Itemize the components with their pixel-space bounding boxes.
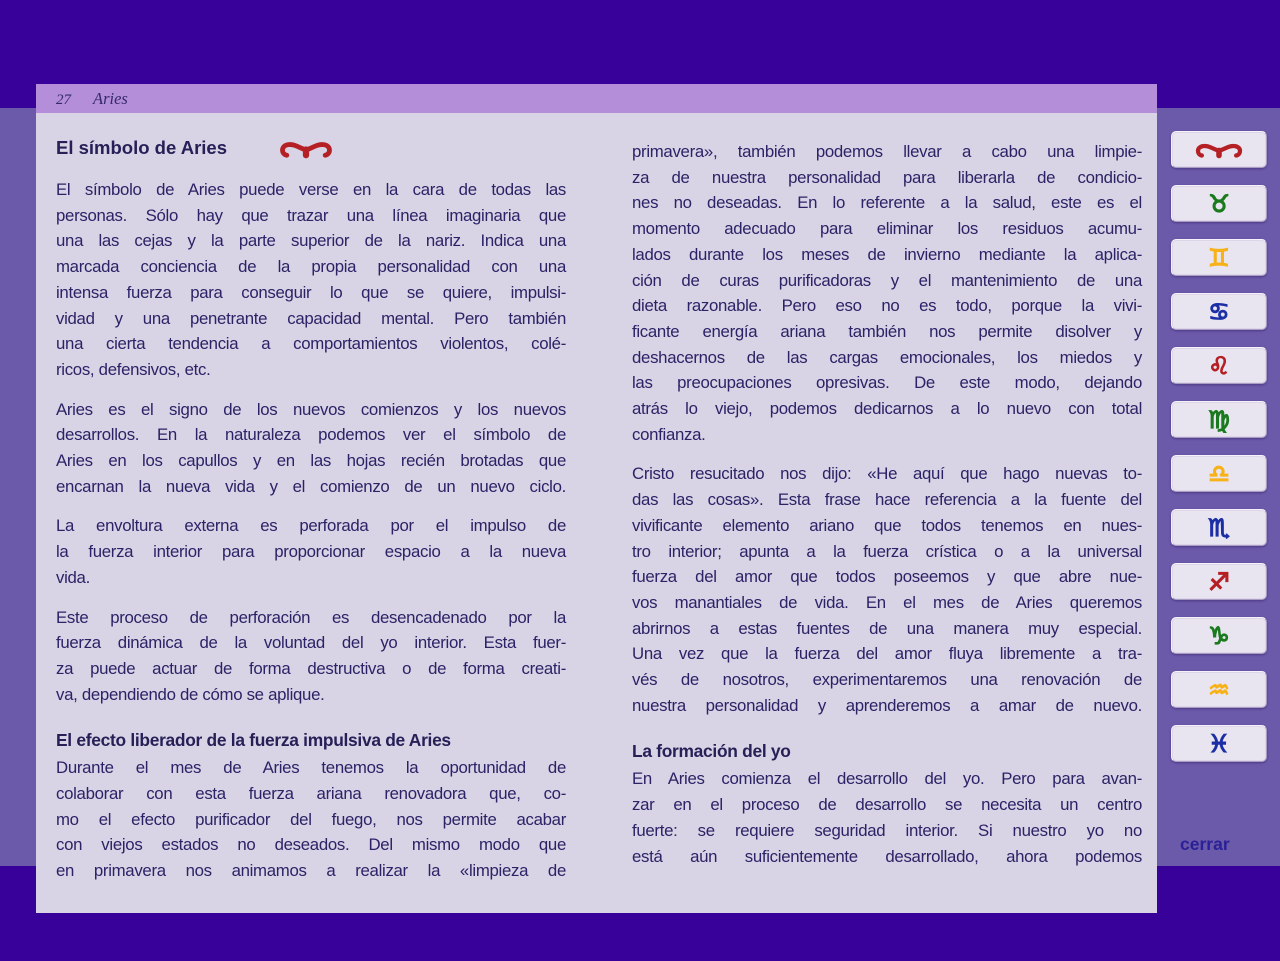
text-line: marcada conciencia de la propia personalidad con una: [56, 257, 566, 277]
page-title: Aries: [93, 89, 128, 108]
text-line: Una vez que la fuerza del amor fluya libremente a tra-: [632, 644, 1142, 664]
text-line: confianza.: [632, 424, 706, 444]
text-line: ción de curas purificadoras y el mantenimiento de una: [632, 270, 1142, 290]
text-line: abrirnos a estas fuentes de una manera muy especial.: [632, 618, 1142, 638]
text-line: vidad y una penetrante capacidad mental. Pero también: [56, 308, 566, 328]
sidebar-sign-virgo-button[interactable]: [1171, 401, 1267, 438]
paragraph: [632, 461, 1142, 718]
text-line: zar en el proceso de desarrollo se necesita un centro: [632, 795, 1142, 815]
acuario-icon: ♒︎: [1208, 675, 1230, 704]
sub-heading: El efecto liberador de la fuerza impulsiva de Aries: [56, 730, 451, 751]
libra-icon: ♎︎: [1208, 459, 1230, 488]
text-line: fuerza del amor que todos poseemos y que abre nue-: [632, 567, 1142, 587]
geminis-icon: ♊︎: [1208, 243, 1230, 272]
text-line: intensa fuerza para conseguir lo que se quiere, impulsi-: [56, 282, 566, 302]
text-line: fuerte: se requiere seguridad interior. Si nuestro yo no: [632, 820, 1142, 840]
aries-horns-icon: [279, 137, 333, 160]
text-line: za de nuestra personalidad para liberarla de condicio-: [632, 167, 1142, 187]
text-line: Aries es el signo de los nuevos comienzos y los nuevos: [56, 399, 566, 419]
text-line: con viejos estados no deseados. Del mismo modo que: [56, 835, 566, 855]
tauro-icon: ♉︎: [1208, 189, 1230, 218]
text-line: va, dependiendo de cómo se aplique.: [56, 684, 325, 704]
right-column: [632, 135, 1142, 898]
text-line: personas. Sólo hay que trazar una línea imaginaria que: [56, 205, 566, 225]
text-line: está aún suficientemente desarrollado, ahora podemos: [632, 846, 1142, 866]
text-line: Aries en los capullos y en las hojas recién brotadas que: [56, 451, 566, 471]
text-line: atrás lo viejo, podemos dedicarnos a lo nuevo con total: [632, 399, 1142, 419]
page-number: 27: [56, 92, 71, 108]
text-line: una cierta tendencia a comportamientos violentos, colé-: [56, 334, 566, 354]
sidebar-sign-acuario-button[interactable]: [1171, 671, 1267, 708]
text-line: nes no deseadas. En lo referente a la salud, este es el: [632, 193, 1142, 213]
left-column: [56, 135, 566, 898]
zodiac-sidebar: [1171, 131, 1267, 762]
sidebar-sign-cancer-button[interactable]: [1171, 293, 1267, 330]
article-content: [36, 113, 1157, 898]
sidebar-sign-libra-button[interactable]: [1171, 455, 1267, 492]
paragraph: [632, 139, 1142, 447]
sidebar-sign-piscis-button[interactable]: [1171, 725, 1267, 762]
text-line: ficante energía ariana también nos permite disolver y: [632, 321, 1142, 341]
paragraph: [56, 397, 566, 500]
sidebar-sign-aries-button[interactable]: [1171, 131, 1267, 168]
text-line: das las cosas». Esta frase hace referencia a la fuente del: [632, 490, 1142, 510]
paragraph: [56, 513, 566, 590]
book-page: [36, 84, 1157, 913]
cancer-icon: ♋︎: [1208, 297, 1230, 326]
left-column-text: [56, 177, 566, 884]
text-line: Cristo resucitado nos dijo: «He aquí que hago nuevas to-: [632, 464, 1142, 484]
section-title-row: [56, 135, 566, 161]
text-line: El símbolo de Aries puede verse en la cara de todas las: [56, 180, 566, 199]
text-line: las preocupaciones opresivas. De este modo, dejando: [632, 373, 1142, 393]
text-line: vos manantiales de vida. En el mes de Aries queremos: [632, 592, 1142, 612]
leo-icon: ♌︎: [1208, 351, 1230, 380]
sidebar-sign-sagitario-button[interactable]: [1171, 563, 1267, 600]
virgo-icon: ♍︎: [1208, 405, 1230, 434]
text-line: momento adecuado para eliminar los residuos acumu-: [632, 219, 1142, 239]
text-line: La envoltura externa es perforada por el impulso de: [56, 516, 566, 536]
aries-icon: [1195, 139, 1243, 160]
right-column-text: [632, 135, 1142, 869]
text-line: nuestra personalidad y aprenderemos a amar de nuevo.: [632, 695, 1142, 715]
text-line: En Aries comienza el desarrollo del yo. Pero para avan-: [632, 769, 1142, 789]
paragraph: [56, 605, 566, 708]
text-line: mo el efecto purificador del fuego, nos permite acabar: [56, 809, 566, 829]
text-line: vida.: [56, 567, 90, 587]
text-line: za puede actuar de forma destructiva o de forma creati-: [56, 658, 566, 678]
sagitario-icon: ♐︎: [1208, 567, 1230, 596]
text-line: una las cejas y la parte superior de la nariz. Indica una: [56, 231, 566, 251]
text-line: fuerza dinámica de la voluntad del yo interior. Esta fuer-: [56, 633, 566, 653]
text-line: encarnan la nueva vida y el comienzo de un nuevo ciclo.: [56, 476, 566, 496]
section-title: El símbolo de Aries: [56, 137, 227, 158]
close-link[interactable]: cerrar: [1180, 834, 1230, 854]
text-line: desarrollos. En la naturaleza podemos ver el símbolo de: [56, 425, 566, 445]
text-line: colaborar con esta fuerza ariana renovadora que, co-: [56, 784, 566, 804]
text-line: tro interior; apunta a la fuerza crística o a la universal: [632, 541, 1142, 561]
text-line: ricos, defensivos, etc.: [56, 359, 211, 379]
escorpio-icon: ♏︎: [1208, 513, 1230, 542]
text-line: Durante el mes de Aries tenemos la oportunidad de: [56, 758, 566, 778]
text-line: lados durante los meses de invierno mediante la aplica-: [632, 244, 1142, 264]
text-line: Este proceso de perforación es desencadenado por la: [56, 607, 566, 627]
page-header-bar: [36, 84, 1157, 113]
text-line: deshacernos de las cargas emocionales, los miedos y: [632, 347, 1142, 367]
sidebar-sign-escorpio-button[interactable]: [1171, 509, 1267, 546]
text-line: dieta razonable. Pero eso no es todo, porque la vivi-: [632, 296, 1142, 316]
sub-heading: La formación del yo: [632, 741, 791, 762]
sidebar-sign-geminis-button[interactable]: [1171, 239, 1267, 276]
sidebar-sign-tauro-button[interactable]: [1171, 185, 1267, 222]
paragraph: [632, 766, 1142, 869]
capricornio-icon: ♑︎: [1208, 621, 1230, 650]
sidebar-sign-capricornio-button[interactable]: [1171, 617, 1267, 654]
paragraph: [56, 177, 566, 383]
text-line: vés de nosotros, experimentaremos una renovación de: [632, 670, 1142, 690]
text-line: la fuerza interior para proporcionar espacio a la nueva: [56, 542, 566, 562]
text-line: primavera», también podemos llevar a cabo una limpie-: [632, 142, 1142, 161]
text-line: vivificante elemento ariano que todos tenemos en nues-: [632, 515, 1142, 535]
sidebar-sign-leo-button[interactable]: [1171, 347, 1267, 384]
paragraph: [56, 755, 566, 884]
piscis-icon: ♓︎: [1208, 729, 1230, 758]
text-line: en primavera nos animamos a realizar la «limpieza de: [56, 861, 566, 881]
